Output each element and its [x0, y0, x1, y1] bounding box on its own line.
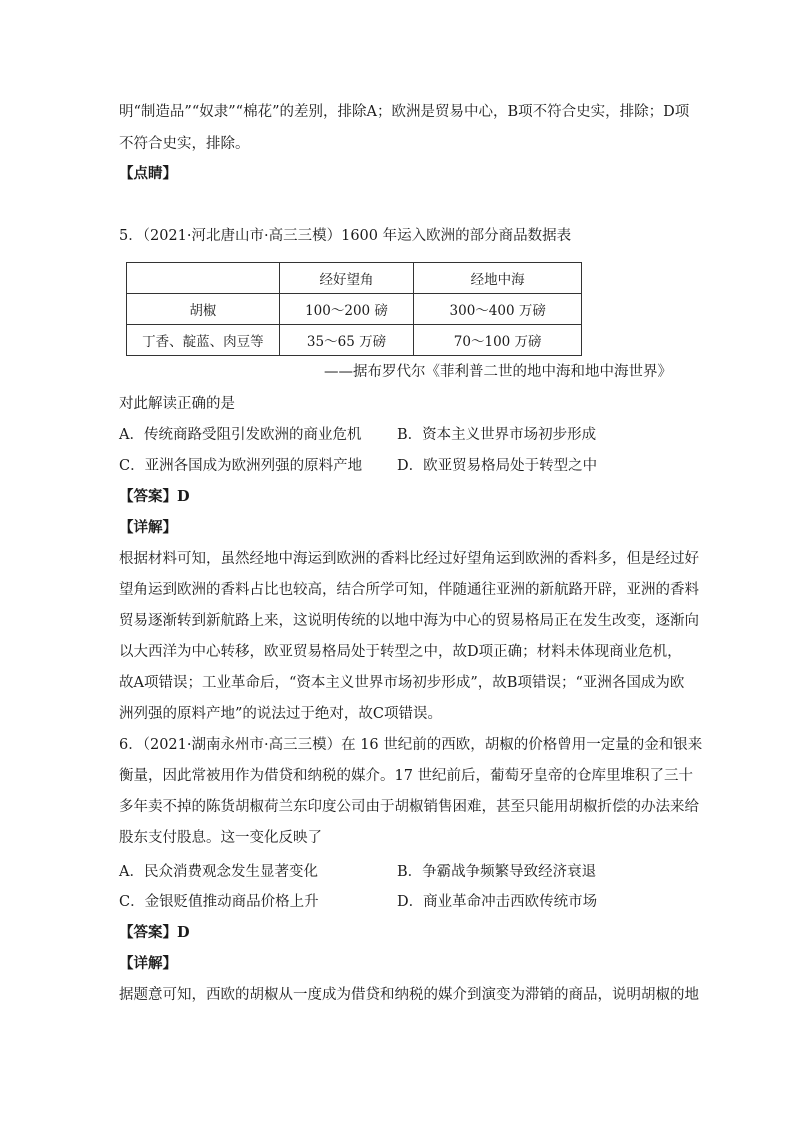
- question-6-stem-line: 股东支付股息。这一变化反映了: [119, 830, 322, 846]
- q5-detail-line: 以大西洋为中心转移，欧亚贸易格局处于转型之中，故D项正确；材料未体现商业危机，: [119, 644, 682, 660]
- q6-option-d: D．商业革命冲击西欧传统市场: [397, 894, 598, 910]
- table-cell: 70～100 万磅: [414, 325, 582, 356]
- table-header-cell: 经好望角: [279, 263, 414, 294]
- table-cell: 35～65 万磅: [279, 325, 414, 356]
- table-header-row: [127, 263, 582, 294]
- q6-detail-line: 据题意可知，西欧的胡椒从一度成为借贷和纳税的媒介到演变为滞销的商品，说明胡椒的地: [119, 987, 699, 1003]
- q5-detail-line: 望角运到欧洲的香料占比也较高，结合所学可知，伴随通往亚洲的新航路开辟，亚洲的香料: [119, 582, 699, 598]
- text-line: 明“制造品”“奴隶”“棉花”的差别，排除A；欧洲是贸易中心，B项不符合史实，排除；D项: [119, 104, 690, 120]
- q5-option-b: B．资本主义世界市场初步形成: [397, 427, 597, 443]
- q6-option-c: C．金银贬值推动商品价格上升: [119, 894, 319, 910]
- table-row: [127, 325, 582, 356]
- table-cell: 丁香、靛蓝、肉豆等: [127, 325, 280, 356]
- source-citation: ——据布罗代尔《菲利普二世的地中海和地中海世界》: [324, 364, 672, 380]
- q5-detail-line: 洲列强的原料产地”的说法过于绝对，故C项错误。: [119, 706, 443, 722]
- text-line: 不符合史实，排除。: [119, 136, 250, 152]
- table-cell: 300～400 万磅: [414, 294, 582, 325]
- q6-detail-label: 【详解】: [119, 955, 177, 972]
- q6-option-a: A．民众消费观念发生显著变化: [119, 864, 318, 880]
- section-label-dianjing: 【点睛】: [119, 165, 177, 182]
- q6-answer: 【答案】D: [119, 924, 190, 941]
- q5-detail-line: 贸易逐渐转到新航路上来，这说明传统的以地中海为中心的贸易格局正在发生改变，逐渐向: [119, 613, 699, 629]
- q5-detail-label: 【详解】: [119, 519, 177, 536]
- question-5-prompt: 对此解读正确的是: [119, 396, 235, 412]
- goods-data-table: [126, 262, 582, 356]
- table-header-cell: [127, 263, 280, 294]
- q5-detail-line: 根据材料可知，虽然经地中海运到欧洲的香料比经过好望角运到欧洲的香料多，但是经过好: [119, 551, 699, 567]
- q5-option-c: C．亚洲各国成为欧洲列强的原料产地: [119, 458, 363, 474]
- question-5-stem: 5．（2021·河北唐山市·高三三模）1600 年运入欧洲的部分商品数据表: [119, 228, 572, 244]
- table-cell: 100～200 磅: [279, 294, 414, 325]
- table-cell: 胡椒: [127, 294, 280, 325]
- q5-option-a: A．传统商路受阻引发欧洲的商业危机: [119, 427, 362, 443]
- q5-option-d: D．欧亚贸易格局处于转型之中: [397, 458, 598, 474]
- question-6-stem-line: 多年卖不掉的陈货胡椒荷兰东印度公司由于胡椒销售困难，甚至只能用胡椒折偿的办法来给: [119, 799, 699, 815]
- table-header-cell: 经地中海: [414, 263, 582, 294]
- question-6-stem-line: 6．（2021·湖南永州市·高三三模）在 16 世纪前的西欧，胡椒的价格曾用一定量的金和银来: [119, 737, 703, 753]
- table-row: [127, 294, 582, 325]
- q5-detail-line: 故A项错误；工业革命后，“资本主义世界市场初步形成”，故B项错误；“亚洲各国成为欧: [119, 675, 685, 691]
- q5-answer: 【答案】D: [119, 488, 190, 505]
- q6-option-b: B．争霸战争频繁导致经济衰退: [397, 864, 597, 880]
- question-6-stem-line: 衡量，因此常被用作为借贷和纳税的媒介。17 世纪前后，葡萄牙皇帝的仓库里堆积了三十: [119, 768, 694, 784]
